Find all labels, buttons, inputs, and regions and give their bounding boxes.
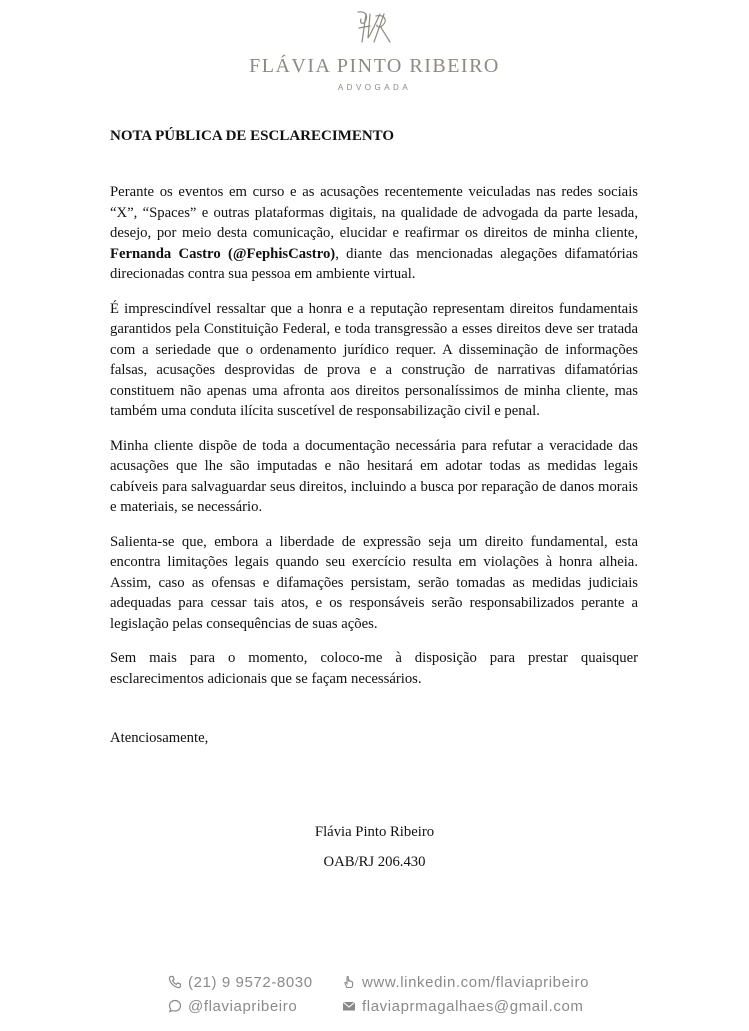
paragraph-2: É imprescindível ressaltar que a honra e a reputação representam direitos fundamentais garantidos pela Constituição Federal, e toda transgressão a esses direitos deve ser tratada com a seriedade que o ordenamento jurídico requer. A disseminação de informações falsas, acusações desprovidas de prova e a construção de narrativas difamatórias constituem não apenas uma afronta aos direitos personalíssimos de minha cliente, mas também uma conduta ilícita suscetível de responsabilização civil e penal. — [110, 300, 638, 419]
footer-row-2 — [168, 994, 589, 1018]
email-address: flaviaprmagalhaes@gmail.com — [362, 997, 584, 1015]
linkedin-url: www.linkedin.com/flaviapribeiro — [362, 973, 590, 991]
phone-icon — [168, 975, 182, 989]
document-title: NOTA PÚBLICA DE ESCLARECIMENTO — [110, 128, 395, 144]
phone-contact[interactable] — [168, 974, 324, 991]
client-name: Fernanda Castro (@FephisCastro) — [110, 245, 336, 262]
letterhead — [0, 8, 749, 94]
signature-oab: OAB/RJ 206.430 — [323, 854, 426, 870]
paragraph-5: Sem mais para o momento, coloco-me à disposição para prestar quaisquer esclarecimentos adicionais que se façam necessários. — [110, 650, 638, 687]
document-body — [110, 182, 638, 703]
footer-row-1 — [168, 970, 589, 994]
phone-number: (21) 9 9572-8030 — [188, 973, 313, 991]
brand-subtitle: ADVOGADA — [337, 83, 412, 92]
email-contact[interactable] — [342, 998, 584, 1015]
paragraph-1-text-a: Perante os eventos em curso e as acusações recentemente veiculadas nas redes sociais “X”, “Spaces” e outras plataformas digitais, na qualidade de advogada da parte lesada, desejo, por meio desta comunicação, elucidar e reafirmar os direitos de minha cliente, — [110, 184, 638, 241]
contact-footer — [168, 970, 589, 1018]
instagram-contact[interactable] — [168, 998, 324, 1015]
paragraph-1 — [110, 182, 638, 285]
chat-bubble-icon — [168, 999, 182, 1013]
paragraph-1-text-b: , diante das mencionadas alegações difamatórias direcionadas contra sua pessoa em ambiente virtual. — [110, 245, 638, 282]
pointer-hand-icon — [342, 975, 356, 989]
paragraph-3: Minha cliente dispõe de toda a documentação necessária para refutar a veracidade das acusações que lhe são imputadas e não hesitará em adotar todas as medidas legais cabíveis para salvaguardar seus direitos, incluindo a busca por reparação de danos morais e materiais, se necessário. — [110, 437, 638, 515]
closing: Atenciosamente, — [110, 730, 209, 746]
signature-name: Flávia Pinto Ribeiro — [314, 824, 435, 840]
linkedin-link[interactable] — [342, 974, 589, 991]
paragraph-4: Salienta-se que, embora a liberdade de expressão seja um direito fundamental, esta encontra limitações legais quando seu exercício resulta em violações à honra alheia. Assim, caso as ofensas e difamações persistam, serão tomadas as medidas judiciais adequadas para cessar tais atos, e os responsáveis serão responsabilizados perante a legislação pelas consequências de suas ações. — [110, 533, 638, 632]
instagram-handle: @flaviapribeiro — [188, 997, 298, 1015]
brand-name: FLÁVIA PINTO RIBEIRO — [249, 55, 500, 77]
fpr-monogram-icon — [350, 8, 400, 52]
signature-block — [0, 817, 749, 877]
envelope-icon — [342, 999, 356, 1013]
